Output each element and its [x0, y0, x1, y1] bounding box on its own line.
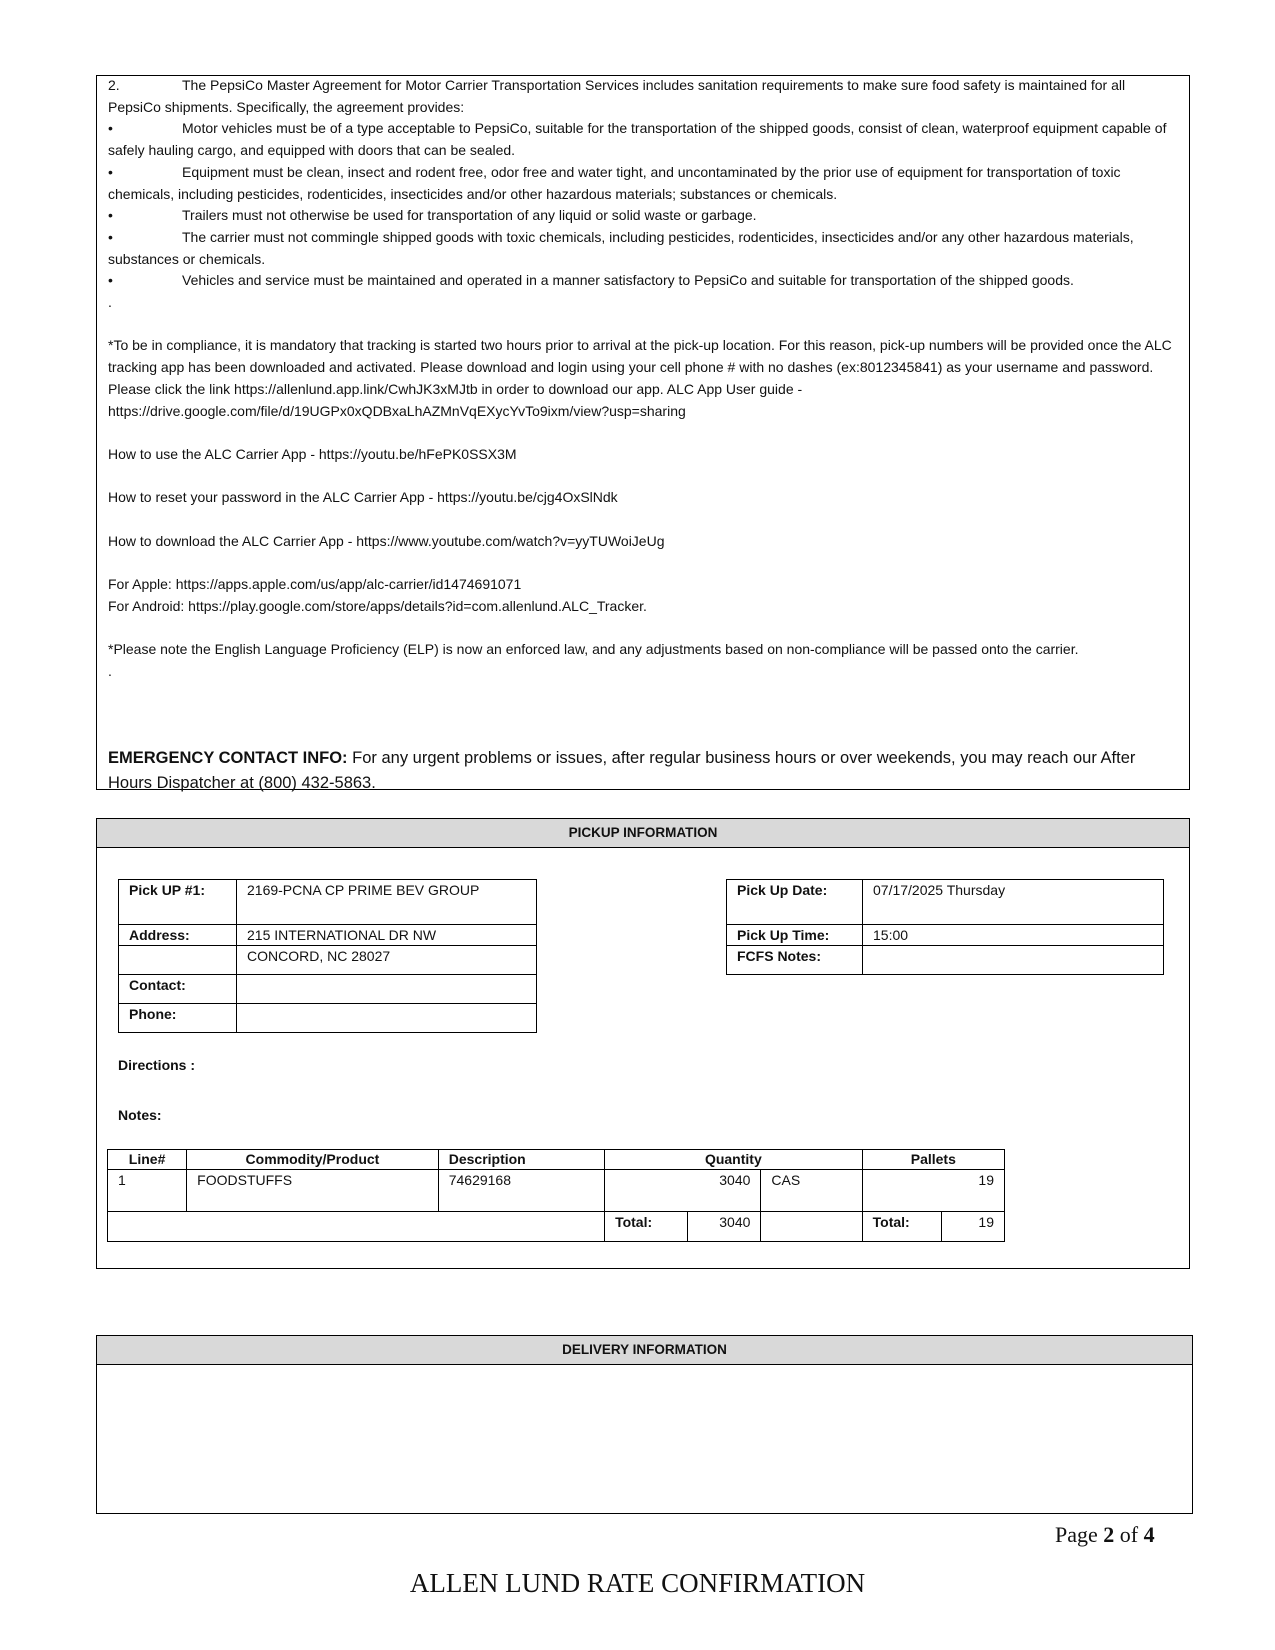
- bullet-icon: •: [108, 228, 113, 245]
- bullet-item: [108, 118, 1178, 161]
- terms-text: [108, 75, 1178, 683]
- bullet-text: Vehicles and service must be maintained and operated in a manner satisfactory to PepsiCo and suitable for transportation of the shipped goods.: [182, 272, 1074, 289]
- spacer: [108, 618, 1178, 640]
- how-to-use-link[interactable]: How to use the ALC Carrier App - https://youtu.be/hFePK0SSX3M: [108, 445, 517, 462]
- emergency-text: For any urgent problems or issues, after regular business hours or over weekends, you may reach our After Hours Dispatcher at (800) 432-5863.: [108, 749, 1136, 792]
- delivery-header: DELIVERY INFORMATION: [97, 1336, 1192, 1365]
- pickup-header: PICKUP INFORMATION: [97, 819, 1189, 848]
- address-line1: 215 INTERNATIONAL DR NW: [237, 925, 537, 946]
- phone-label: Phone:: [119, 1004, 237, 1033]
- emergency-label: EMERGENCY CONTACT INFO:: [108, 749, 348, 767]
- emergency-contact: [108, 746, 1183, 796]
- pickup-location-table: [118, 879, 537, 1033]
- bullet-icon: •: [108, 120, 113, 137]
- pickup-schedule-table: [726, 879, 1164, 975]
- bullet-item: [108, 205, 1178, 227]
- pickup-number-value: 2169-PCNA CP PRIME BEV GROUP: [237, 880, 537, 925]
- total-blank-cell: [108, 1212, 605, 1242]
- cell-commodity: FOODSTUFFS: [187, 1170, 439, 1212]
- android-link[interactable]: For Android: https://play.google.com/store/apps/details?id=com.allenlund.ALC_Tracker.: [108, 597, 647, 614]
- bullet-item: [108, 227, 1178, 270]
- cell-pallets: 19: [862, 1170, 1004, 1212]
- pickup-date-value: 07/17/2025 Thursday: [863, 880, 1164, 925]
- paragraph-text: The PepsiCo Master Agreement for Motor Carrier Transportation Services includes sanitation requirements to make sure food safety is maintained for all PepsiCo shipments. Specifically, the agreement provides:: [108, 77, 1126, 115]
- total-qty-value: 3040: [688, 1212, 761, 1242]
- commodity-table: [107, 1149, 1005, 1242]
- bullet-item: [108, 162, 1178, 205]
- contact-value: [237, 975, 537, 1004]
- pickup-time-value: 15:00: [863, 925, 1164, 946]
- total-pallets-label: Total:: [862, 1212, 941, 1242]
- paragraph-number: 2.: [108, 77, 120, 93]
- pickup-time-label: Pick Up Time:: [727, 925, 863, 946]
- bullet-icon: •: [108, 163, 113, 180]
- address-blank-cell: [119, 946, 237, 975]
- col-header-quantity: Quantity: [605, 1150, 863, 1170]
- page-total: 4: [1143, 1522, 1155, 1547]
- spacer: [108, 552, 1178, 574]
- col-header-description: Description: [438, 1150, 604, 1170]
- page-current: 2: [1103, 1522, 1115, 1547]
- elp-notice: *Please note the English Language Proficiency (ELP) is now an enforced law, and any adjustments based on non-compliance will be passed onto the carrier.: [108, 641, 1079, 658]
- document-title: ALLEN LUND RATE CONFIRMATION: [409, 1568, 866, 1598]
- address-line2: CONCORD, NC 28027: [237, 946, 537, 975]
- spacer: [108, 509, 1178, 531]
- contact-label: Contact:: [119, 975, 237, 1004]
- col-header-pallets: Pallets: [862, 1150, 1004, 1170]
- col-header-commodity: Commodity/Product: [187, 1150, 439, 1170]
- total-qty-label: Total:: [605, 1212, 688, 1242]
- directions-label: Directions :: [118, 1057, 196, 1073]
- cell-quantity: 3040: [605, 1170, 761, 1212]
- total-pallets-value: 19: [941, 1212, 1004, 1242]
- bullet-text: Equipment must be clean, insect and rodent free, odor free and water tight, and uncontaminated by the prior use of equipment for transportation of toxic chemicals, including pesticides, rodenticides, insecticides and/or other hazardous materials; substances or chemicals.: [108, 163, 1121, 202]
- delivery-section: [96, 1335, 1193, 1514]
- page-of: of: [1114, 1522, 1144, 1547]
- bullet-text: Motor vehicles must be of a type acceptable to PepsiCo, suitable for the transportation of the shipped goods, consist of clean, waterproof equipment capable of safely hauling cargo, and equipped with doors that can be sealed.: [108, 120, 1167, 159]
- bullet-text: The carrier must not commingle shipped goods with toxic chemicals, including pesticides, rodenticides, insecticides and/or any other hazardous materials, substances or chemicals.: [108, 228, 1134, 267]
- compliance-text: *To be in compliance, it is mandatory that tracking is started two hours prior to arrival at the pick-up location. For this reason, pick-up numbers will be provided once the ALC tracking app has been downloaded and activated. Please download and login using your cell phone # with no dashes (ex:8012345841) as your username and password. Please click the link https://allenlund.app.link/CwhJK3xMJtb in order to download our app. ALC App User guide - https://drive.google.com/file/d/19UGPx0xQDBxaLhAZMnVqEXycYvTo9ixm/view?usp=sharing: [108, 337, 1172, 419]
- bullet-item: [108, 270, 1178, 292]
- terms-paragraph-2: [108, 75, 1178, 118]
- total-row: [108, 1212, 1005, 1242]
- address-label: Address:: [119, 925, 237, 946]
- bullet-icon: •: [108, 207, 113, 224]
- bullet-text: Trailers must not otherwise be used for transportation of any liquid or solid waste or garbage.: [182, 207, 757, 224]
- col-header-line: Line#: [108, 1150, 187, 1170]
- spacer: [108, 466, 1178, 488]
- separator-dot: .: [108, 662, 112, 679]
- how-to-download-link[interactable]: How to download the ALC Carrier App - https://www.youtube.com/watch?v=yyTUWoiJeUg: [108, 532, 665, 549]
- cell-line: 1: [108, 1170, 187, 1212]
- notes-label: Notes:: [118, 1107, 162, 1123]
- pickup-date-label: Pick Up Date:: [727, 880, 863, 925]
- phone-value: [237, 1004, 537, 1033]
- separator-dot: .: [108, 294, 112, 311]
- page-number: [1055, 1522, 1155, 1548]
- spacer: [108, 422, 1178, 444]
- apple-link[interactable]: For Apple: https://apps.apple.com/us/app/alc-carrier/id1474691071: [108, 576, 522, 593]
- fcfs-notes-label: FCFS Notes:: [727, 946, 863, 975]
- fcfs-notes-value: [863, 946, 1164, 975]
- bullet-icon: •: [108, 272, 113, 289]
- pickup-number-label: Pick UP #1:: [119, 880, 237, 925]
- how-to-reset-link[interactable]: How to reset your password in the ALC Carrier App - https://youtu.be/cjg4OxSlNdk: [108, 489, 618, 506]
- spacer: [108, 314, 1178, 336]
- total-unit-blank: [761, 1212, 862, 1242]
- page-prefix: Page: [1055, 1522, 1104, 1547]
- cell-description: 74629168: [438, 1170, 604, 1212]
- cell-unit: CAS: [761, 1170, 862, 1212]
- table-row: [108, 1170, 1005, 1212]
